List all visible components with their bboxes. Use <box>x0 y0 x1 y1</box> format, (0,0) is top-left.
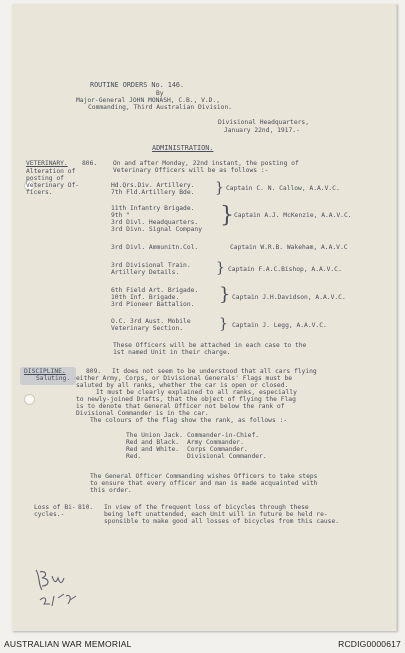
veterinary-intro-1: On and after Monday, 22nd instant, the posting of <box>113 160 299 167</box>
posting-officer: Captain J.H.Davidson, A.A.V.C. <box>232 294 346 301</box>
bicycles-side-note-2: cycles.- <box>34 511 65 518</box>
posting-officer: Captain J. Legg, A.A.V.C. <box>232 322 327 329</box>
bicycles-line: sponsible to make good all losses of bicycles from this cause. <box>104 518 340 525</box>
posting-officer: Captain F.A.C.Bishop, A.A.V.C. <box>228 266 342 273</box>
brace: } <box>216 260 225 276</box>
discipline-line: saluted by all ranks, whether the car is open or closed. <box>76 382 289 389</box>
veterinary-closing-2: 1st named Unit in their charge. <box>113 349 231 356</box>
discipline-line: It does not seem to be understood that all cars flying <box>112 368 317 375</box>
discipline-line: It must be clearly explained to all ranks, especially <box>96 389 297 396</box>
discipline-closing: to ensure that every officer and man is made acquainted with <box>90 480 318 487</box>
bicycles-line: In view of the frequent loss of bicycles through these <box>104 504 309 511</box>
posting-unit: 3rd Divl. Ammunitn.Col. <box>111 244 199 251</box>
posting-officer: Captain C. N. Callow, A.A.V.C. <box>226 185 340 192</box>
veterinary-side-note-3: Veterinary Of- <box>26 182 80 189</box>
order-by: By <box>156 90 164 97</box>
discipline-side-note: Saluting. <box>36 375 71 382</box>
flag-rank: Commander-in-Chief. <box>187 432 260 439</box>
brace: } <box>219 284 231 305</box>
section-heading: ADMINISTRATION. <box>152 144 214 152</box>
posting-officer: Captain A.J. McKenzie, A.A.V.C. <box>234 212 352 219</box>
order-date: January 22nd, 1917.- <box>224 127 300 134</box>
flag-colour: The Union Jack. <box>126 432 183 439</box>
veterinary-intro-2: Veterinary Officers will be as follows :- <box>113 167 269 174</box>
flag-colour: Red. <box>126 453 142 460</box>
bicycles-line: being left unattended, each Unit will in future be held re- <box>104 511 328 518</box>
archive-footer <box>0 635 405 653</box>
posting-unit: 6th Field Art. Brigade. <box>111 287 199 294</box>
posting-unit: 3rd Divn. Signal Company <box>111 226 202 233</box>
discipline-line: either Army, Corps, or Divisional Generals' Flags must be <box>76 375 293 382</box>
discipline-closing: The General Officer Commanding wishes Officers to take steps <box>90 473 318 480</box>
veterinary-side-note-2: posting of <box>26 175 64 182</box>
document-page <box>12 4 397 631</box>
footer-reference: RCDIG0000617 <box>338 639 401 649</box>
discipline-line: is to denote that General Officer not below the rank of <box>76 403 285 410</box>
flag-colour: Red and Black. <box>126 439 180 446</box>
brace: } <box>220 203 234 228</box>
veterinary-side-note-1: Alteration of <box>26 168 76 175</box>
posting-unit: 10th Inf. Brigade. <box>111 294 180 301</box>
brace: } <box>215 180 224 196</box>
punch-hole-bottom <box>24 394 35 405</box>
order-place: Divisional Headquarters, <box>218 119 309 126</box>
discipline-line: to newly-joined Drafts, that the object of flying the Flag <box>76 396 296 403</box>
order-author: Major-General JOHN MONASH, C.B., V.D., <box>76 97 221 104</box>
discipline-line: Divisional Commander is in the car. <box>76 410 209 417</box>
veterinary-closing-1: These Officers will be attached in each case to the <box>113 342 307 349</box>
order-title: ROUTINE ORDERS No. 146. <box>90 81 185 89</box>
posting-unit: Hd.Qrs.Div. Artillery. <box>111 182 195 189</box>
posting-unit: 3rd Divl. Headquarters. <box>111 219 199 226</box>
posting-unit: 11th Infantry Brigade. <box>111 205 195 212</box>
posting-unit: 3rd Divisional Train. <box>111 262 191 269</box>
posting-unit: 3rd Pioneer Battalion. <box>111 301 195 308</box>
discipline-number: 809. <box>86 368 102 375</box>
posting-unit: 7th Fld.Artillery Bde. <box>111 189 195 196</box>
posting-unit: 9th " <box>111 212 130 219</box>
bicycles-side-note-1: Loss of Bi- <box>34 504 76 511</box>
veterinary-number: 806. <box>82 160 98 167</box>
handwritten-initials-annotation <box>30 566 90 612</box>
discipline-line: The colours of the flag show the rank, as follows :- <box>90 417 288 424</box>
flag-rank: Divisional Commander. <box>187 453 267 460</box>
order-command: Commanding, Third Australian Division. <box>88 104 233 111</box>
flag-colour: Red and White. <box>126 446 180 453</box>
veterinary-side-note-4: ficers. <box>26 189 53 196</box>
flag-rank: Corps Commander. <box>187 446 248 453</box>
discipline-title: DISCIPLINE. <box>24 368 66 375</box>
posting-unit: Artillery Details. <box>111 269 180 276</box>
bicycles-number: 810. <box>78 504 94 511</box>
posting-officer: Captain W.R.B. Wakeham, A.A.V.C <box>230 244 348 251</box>
brace: } <box>219 316 228 332</box>
discipline-closing: this order. <box>90 487 132 494</box>
flag-rank: Army Commander. <box>187 439 244 446</box>
posting-unit: Veterinary Section. <box>111 325 184 332</box>
footer-source: AUSTRALIAN WAR MEMORIAL <box>4 639 132 649</box>
veterinary-title: VETERINARY. <box>26 160 68 167</box>
posting-unit: O.C. 3rd Aust. Mobile <box>111 318 191 325</box>
